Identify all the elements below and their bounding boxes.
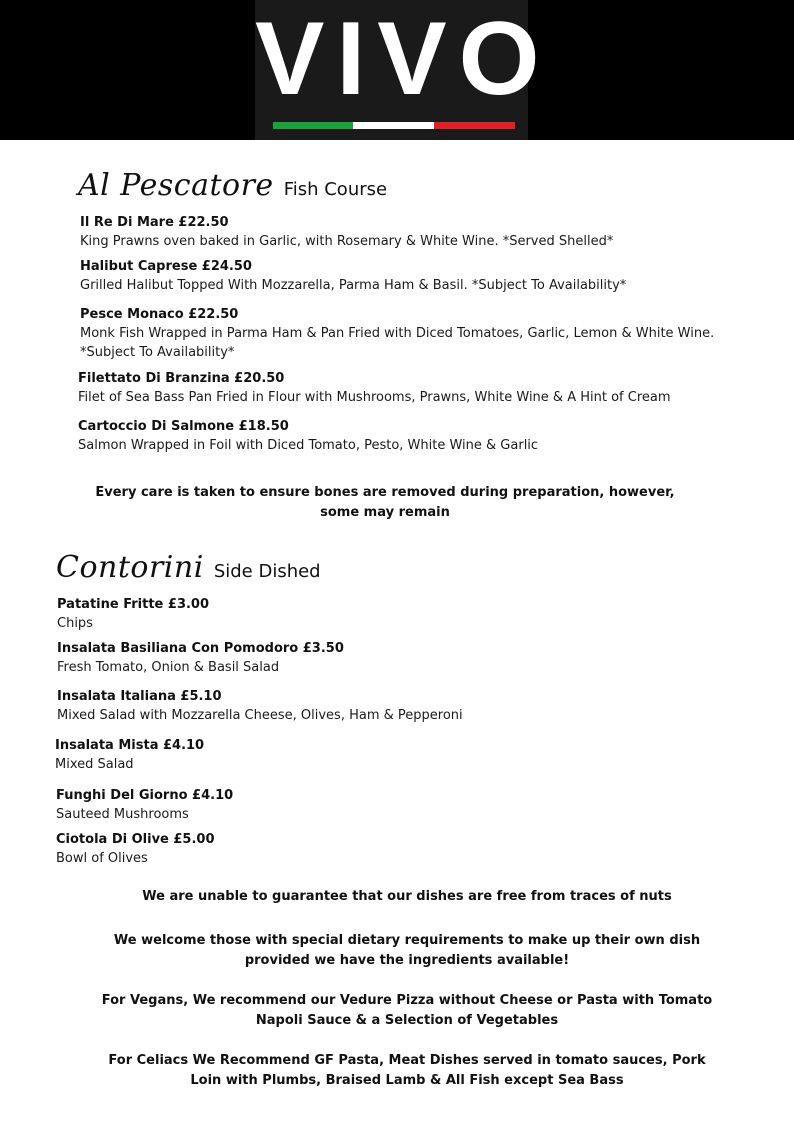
item-name: Cartoccio Di Salmone £18.50 — [78, 419, 289, 434]
item-name: Patatine Fritte £3.00 — [57, 597, 210, 612]
logo-text: VIVO — [255, 1, 552, 117]
menu-item — [56, 787, 233, 824]
menu-item — [80, 306, 714, 362]
item-description-availability: *Subject To Availability* — [80, 345, 235, 360]
item-name: Filettato Di Branzina £20.50 — [78, 371, 285, 386]
flag-stripe-white — [353, 122, 434, 129]
side-dishes-heading — [56, 550, 321, 585]
item-description: Monk Fish Wrapped in Parma Ham & Pan Fried with Diced Tomatoes, Garlic, Lemon & White Wine. — [80, 326, 715, 341]
menu-item — [57, 688, 463, 725]
fish-course-heading — [78, 168, 387, 203]
vivo-logo — [255, 0, 552, 140]
menu-item — [80, 258, 626, 295]
fish-course-subtitle: Fish Course — [283, 179, 388, 200]
item-description: Mixed Salad — [55, 757, 134, 772]
item-description: Grilled Halibut Topped With Mozzarella, Parma Ham & Basil. *Subject To Availability* — [80, 278, 627, 293]
item-name: Ciotola Di Olive £5.00 — [56, 832, 215, 847]
item-description: Bowl of Olives — [56, 851, 148, 866]
vegans-note: For Vegans, We recommend our Vedure Pizza without Cheese or Pasta with Tomato Napoli Sauce & a Selection of Vegetables — [101, 993, 713, 1028]
item-description: Mixed Salad with Mozzarella Cheese, Olives, Ham & Pepperoni — [57, 708, 463, 723]
menu-item — [78, 418, 538, 455]
menu-item — [57, 596, 209, 633]
nuts-note: We are unable to guarantee that our dishes are free from traces of nuts — [142, 889, 672, 904]
menu-item — [78, 370, 671, 407]
item-name: Insalata Italiana £5.10 — [57, 689, 222, 704]
flag-stripe-green — [273, 122, 353, 129]
item-name: Insalata Mista £4.10 — [55, 738, 205, 753]
item-description: Chips — [57, 616, 93, 631]
fish-course-script-title: Al Pescatore — [78, 168, 274, 203]
item-description: Filet of Sea Bass Pan Fried in Flour with Mushrooms, Prawns, White Wine & A Hint of Cream — [78, 390, 671, 405]
bones-note: Every care is taken to ensure bones are removed during preparation, however, some may remain — [95, 485, 675, 520]
header-banner — [0, 0, 794, 140]
item-description: Salmon Wrapped in Foil with Diced Tomato, Pesto, White Wine & Garlic — [78, 438, 539, 453]
menu-item — [55, 737, 204, 774]
item-description: Sauteed Mushrooms — [56, 807, 189, 822]
item-name: Insalata Basiliana Con Pomodoro £3.50 — [57, 641, 344, 656]
item-description: Fresh Tomato, Onion & Basil Salad — [57, 660, 280, 675]
item-name: Funghi Del Giorno £4.10 — [56, 788, 234, 803]
dietary-note: We welcome those with special dietary requirements to make up their own dish provided we have the ingredients available! — [113, 933, 701, 968]
item-name: Il Re Di Mare £22.50 — [80, 215, 229, 230]
item-description: King Prawns oven baked in Garlic, with Rosemary & White Wine. *Served Shelled* — [80, 234, 614, 249]
menu-item — [57, 640, 344, 677]
flag-stripe-red — [434, 122, 515, 129]
menu-item — [80, 214, 613, 251]
side-dishes-subtitle: Side Dished — [213, 561, 321, 582]
celiacs-note: For Celiacs We Recommend GF Pasta, Meat Dishes served in tomato sauces, Pork Loin with Plumbs, Braised Lamb & All Fish except Sea Bass — [108, 1053, 706, 1088]
side-dishes-script-title: Contorini — [56, 550, 204, 585]
item-name: Halibut Caprese £24.50 — [80, 259, 252, 274]
item-name: Pesce Monaco £22.50 — [80, 307, 239, 322]
menu-item — [56, 831, 215, 868]
